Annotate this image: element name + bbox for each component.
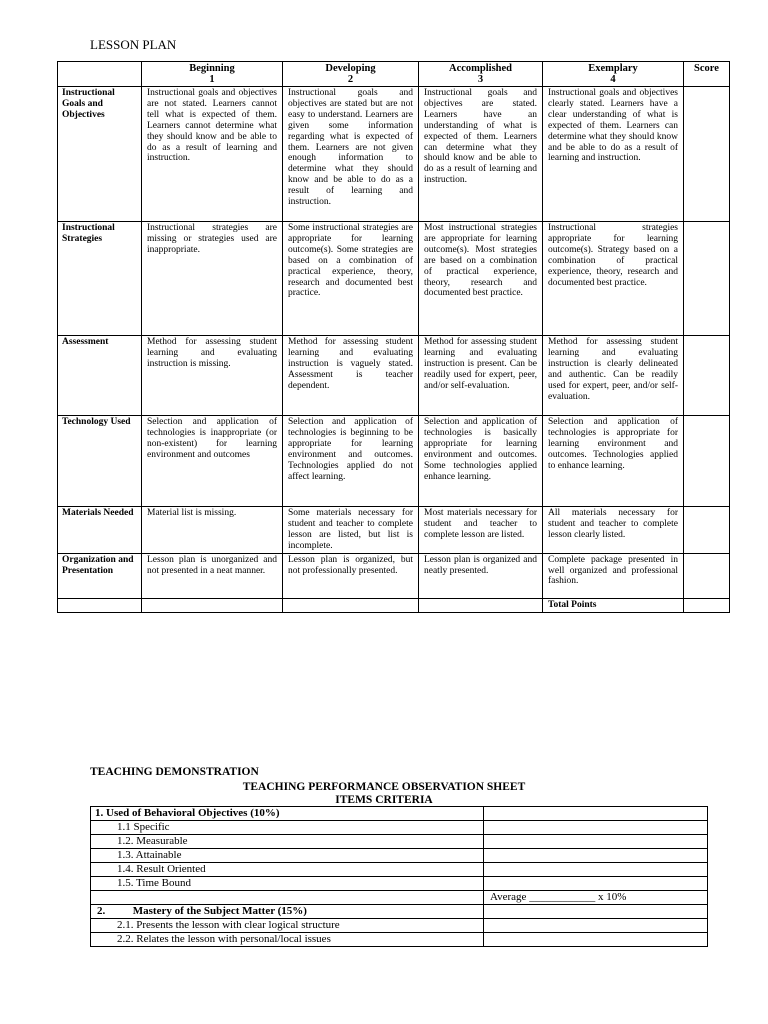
- score-cell[interactable]: [684, 553, 730, 598]
- rubric-cell-accomplished: Most instructional strategies are appropriate for learning outcome(s). Most strategies are based on a combination of practical experience, theory, research and documented best practice.: [419, 222, 543, 336]
- rubric-header-accomplished: [419, 62, 543, 87]
- criterion-label: Instructional Strategies: [58, 222, 142, 336]
- header-level-number: 1: [209, 74, 215, 85]
- rating-cell[interactable]: [484, 905, 708, 919]
- criteria-item: 2.2. Relates the lesson with personal/local issues: [91, 933, 484, 947]
- rubric-cell-beginning: Selection and application of technologies is inappropriate (or non-existent) for learning environment and outcomes: [142, 416, 283, 507]
- rubric-cell-developing: Some materials necessary for student and teacher to complete lesson are listed, but list is incomplete.: [283, 507, 419, 554]
- rubric-cell-exemplary: Instructional goals and objectives clearly stated. Learners have a clear understanding of what is expected of them. Learners can determine what they should know and be able to do as a result of learning and instruction.: [543, 87, 684, 222]
- rubric-cell-developing: Method for assessing student learning and evaluating instruction is vaguely stated. Assessment is teacher dependent.: [283, 336, 419, 416]
- rating-cell[interactable]: [484, 835, 708, 849]
- criteria-item-row: [91, 835, 708, 849]
- criterion-label: Materials Needed: [58, 507, 142, 554]
- lesson-plan-rubric-table: [57, 61, 730, 613]
- criteria-item: 1.2. Measurable: [91, 835, 484, 849]
- rubric-cell-beginning: Instructional goals and objectives are not stated. Learners cannot tell what is expected of them. Learners cannot determine what they should know and be able to do as a result of learning and instruction.: [142, 87, 283, 222]
- blank-cell: [283, 598, 419, 612]
- rubric-cell-accomplished: Most materials necessary for student and teacher to complete lesson are listed.: [419, 507, 543, 554]
- criteria-item-row: [91, 919, 708, 933]
- criterion-label: Technology Used: [58, 416, 142, 507]
- criterion-label: Instructional Goals and Objectives: [58, 87, 142, 222]
- rubric-row-materials: [58, 507, 730, 554]
- criteria-item-row: [91, 933, 708, 947]
- score-cell[interactable]: [684, 87, 730, 222]
- header-level-number: 2: [347, 74, 354, 85]
- rubric-header-blank: [58, 62, 142, 87]
- score-cell[interactable]: [684, 336, 730, 416]
- header-level-number: 4: [610, 74, 616, 85]
- items-criteria-title: ITEMS CRITERIA: [335, 794, 433, 806]
- rating-cell[interactable]: [484, 919, 708, 933]
- observation-sheet-table: [90, 806, 708, 947]
- rating-cell[interactable]: [484, 933, 708, 947]
- rating-cell[interactable]: [484, 849, 708, 863]
- criteria-item: 1.3. Attainable: [91, 849, 484, 863]
- rubric-cell-exemplary: Method for assessing student learning and evaluating instruction is clearly delineated and authentic. Can be readily used for expert, peer, and/or self-evaluation.: [543, 336, 684, 416]
- total-score-cell[interactable]: [684, 598, 730, 612]
- section-heading-row: [91, 905, 708, 919]
- header-level-name: Beginning: [189, 63, 235, 74]
- rubric-cell-beginning: Material list is missing.: [142, 507, 283, 554]
- header-level-number: 3: [477, 74, 484, 85]
- rubric-cell-exemplary: All materials necessary for student and teacher to complete lesson clearly listed.: [543, 507, 684, 554]
- section-heading-row: [91, 807, 708, 821]
- blank-cell: [91, 891, 484, 905]
- blank-cell: [419, 598, 543, 612]
- total-points-label: Total Points: [543, 598, 684, 612]
- rubric-header-beginning: [142, 62, 283, 87]
- header-score-label: Score: [694, 63, 719, 74]
- lesson-plan-title: LESSON PLAN: [90, 37, 177, 52]
- rubric-cell-accomplished: Instructional goals and objectives are stated. Learners have an understanding of what is expected of them. Learners can determine what they should know and be able to do as a result of learning and instruction.: [419, 87, 543, 222]
- rubric-row-assessment: [58, 336, 730, 416]
- header-level-name: Developing: [325, 63, 376, 74]
- teaching-demo-title: TEACHING DEMONSTRATION: [90, 766, 259, 778]
- criteria-item-row: [91, 821, 708, 835]
- section2-heading: 2. Mastery of the Subject Matter (15%): [91, 905, 484, 919]
- blank-cell: [58, 598, 142, 612]
- score-cell[interactable]: [684, 222, 730, 336]
- rubric-cell-exemplary: Instructional strategies appropriate for learning outcome(s). Strategy based on a combination of practical experience, theory, research and documented best practice.: [543, 222, 684, 336]
- rubric-cell-beginning: Lesson plan is unorganized and not presented in a neat manner.: [142, 553, 283, 598]
- rubric-cell-accomplished: Method for assessing student learning and evaluating instruction is present. Can be readily used for expert, peer, and/or self-evaluation.: [419, 336, 543, 416]
- criterion-label: Assessment: [58, 336, 142, 416]
- rubric-total-row: [58, 598, 730, 612]
- average-field[interactable]: Average ____________ x 10%: [484, 891, 708, 905]
- rubric-cell-developing: Some instructional strategies are appropriate for learning outcome(s). Some strategies are based on a combination of practical experience, theory, research and documented best practice.: [283, 222, 419, 336]
- observation-sheet-title: TEACHING PERFORMANCE OBSERVATION SHEET: [242, 781, 526, 793]
- rubric-header-score: [684, 62, 730, 87]
- blank-cell: [142, 598, 283, 612]
- rubric-row-strategies: [58, 222, 730, 336]
- rubric-cell-beginning: Method for assessing student learning and evaluating instruction is missing.: [142, 336, 283, 416]
- criteria-item-row: [91, 849, 708, 863]
- criterion-label: Organization and Presentation: [58, 553, 142, 598]
- rubric-cell-developing: Lesson plan is organized, but not professionally presented.: [283, 553, 419, 598]
- score-cell[interactable]: [684, 507, 730, 554]
- criteria-item: 1.5. Time Bound: [91, 877, 484, 891]
- rubric-header-exemplary: [543, 62, 684, 87]
- header-level-name: Accomplished: [449, 63, 512, 74]
- rating-cell[interactable]: [484, 877, 708, 891]
- rubric-row-organization: [58, 553, 730, 598]
- average-row: [91, 891, 708, 905]
- criteria-item-row: [91, 877, 708, 891]
- rubric-header-row: [58, 62, 730, 87]
- rating-cell[interactable]: [484, 821, 708, 835]
- rubric-row-technology: [58, 416, 730, 507]
- criteria-item: 1.4. Result Oriented: [91, 863, 484, 877]
- rubric-cell-exemplary: Selection and application of technologies is appropriate for learning environment and outcomes. Technologies applied to enhance learning.: [543, 416, 684, 507]
- criteria-item: 1.1 Specific: [91, 821, 484, 835]
- rating-cell[interactable]: [484, 807, 708, 821]
- rubric-row-goals: [58, 87, 730, 222]
- rating-cell[interactable]: [484, 863, 708, 877]
- header-level-name: Exemplary: [588, 63, 638, 74]
- score-cell[interactable]: [684, 416, 730, 507]
- criteria-item: 2.1. Presents the lesson with clear logical structure: [91, 919, 484, 933]
- rubric-header-developing: [283, 62, 419, 87]
- rubric-cell-accomplished: Selection and application of technologies is basically appropriate for learning environment and outcomes. Some technologies applied enhance learning.: [419, 416, 543, 507]
- rubric-cell-accomplished: Lesson plan is organized and neatly presented.: [419, 553, 543, 598]
- rubric-cell-beginning: Instructional strategies are missing or strategies used are inappropriate.: [142, 222, 283, 336]
- section1-heading: 1. Used of Behavioral Objectives (10%): [91, 807, 484, 821]
- rubric-cell-exemplary: Complete package presented in well organized and professional fashion.: [543, 553, 684, 598]
- rubric-cell-developing: Instructional goals and objectives are stated but are not easy to understand. Learners are given some information regarding what is expected of them. Learners are not given enough information to determine what they should know and be able to do as a result of learning and instruction.: [283, 87, 419, 222]
- rubric-cell-developing: Selection and application of technologies is beginning to be appropriate for learning environment and outcomes. Technologies applied do not affect learning.: [283, 416, 419, 507]
- criteria-item-row: [91, 863, 708, 877]
